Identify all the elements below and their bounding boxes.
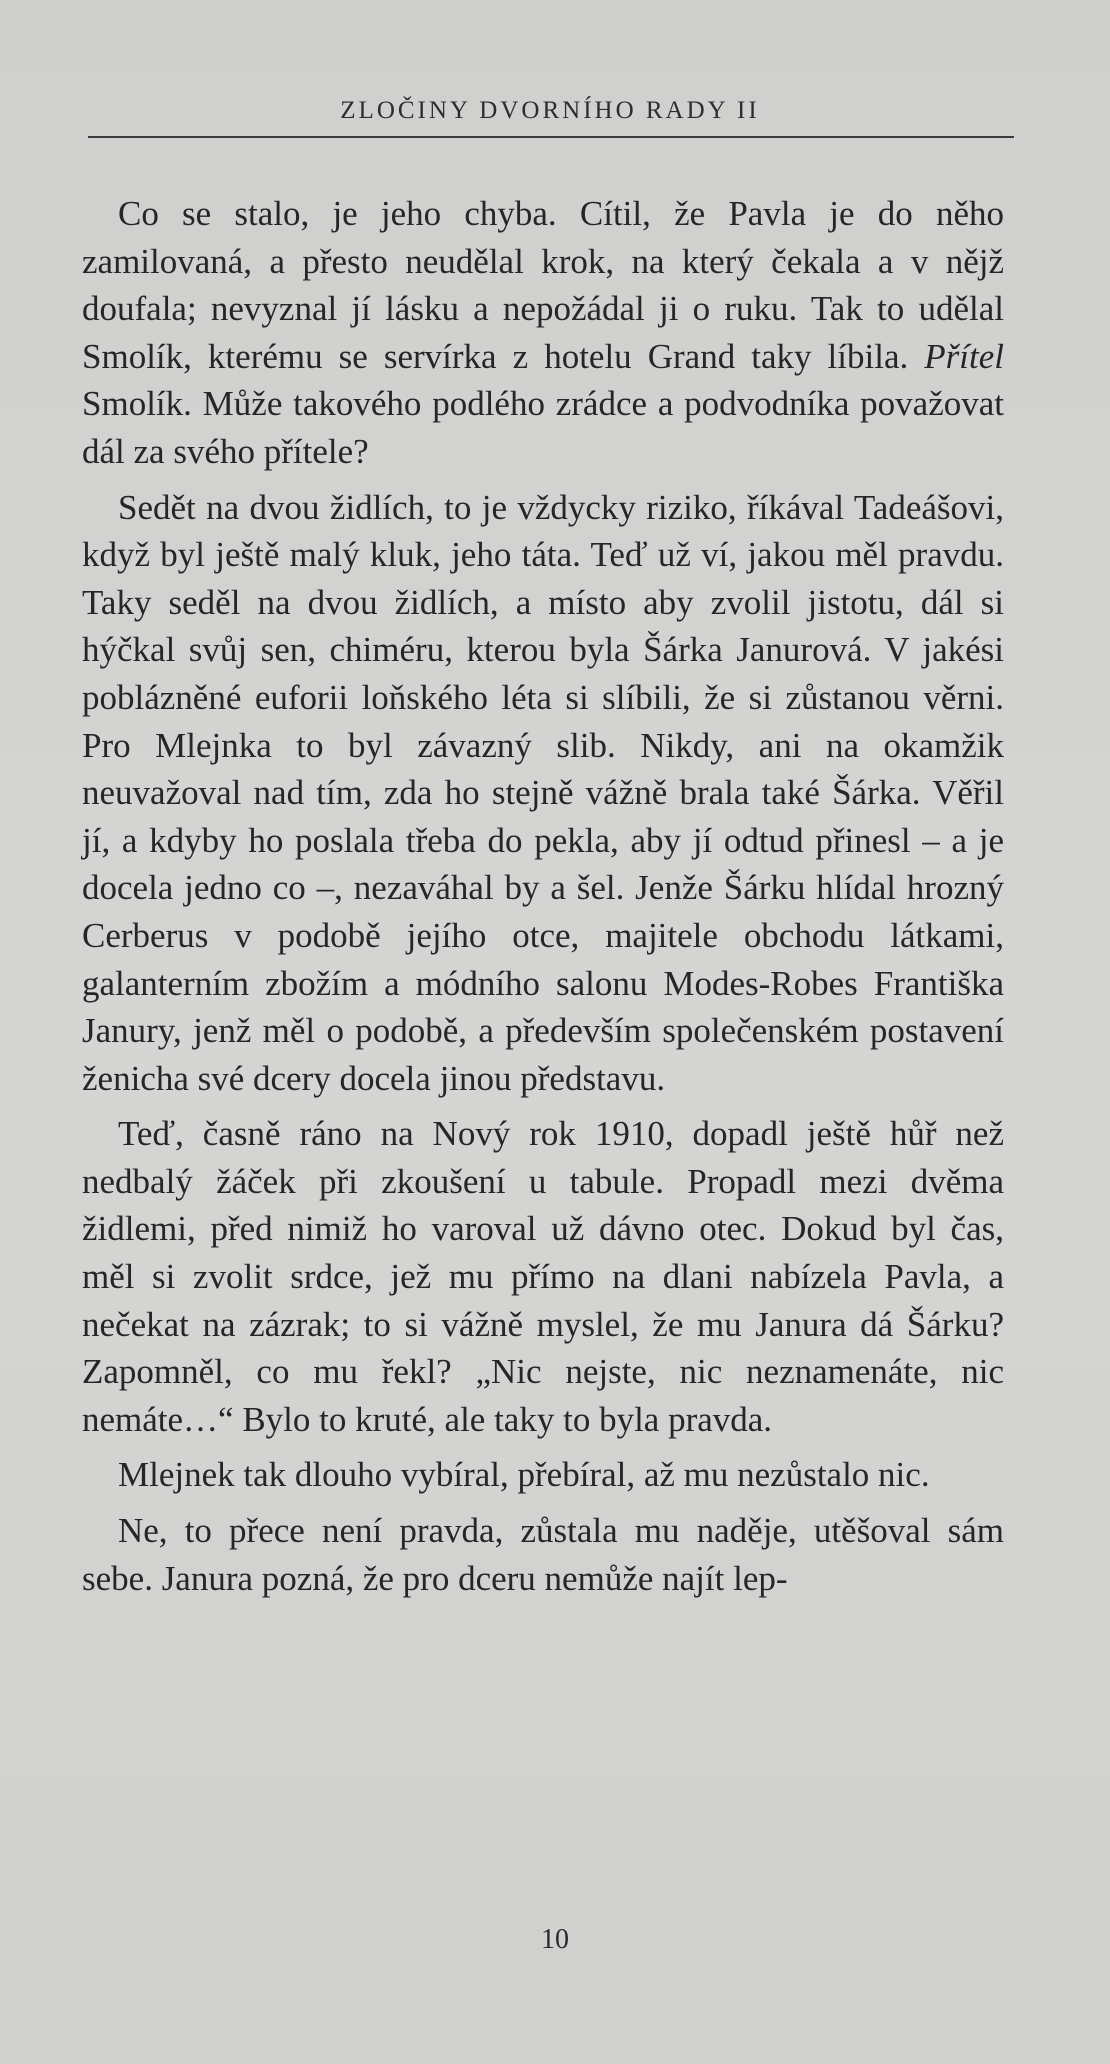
page-number: 10 [541,1924,569,1955]
body-text [82,190,1004,1610]
paragraph-2: Sedět na dvou židlích, to je vždycky riziko, říkával Tadeášovi, když byl ještě malý kluk, jeho táta. Teď už ví, jakou měl pravdu. Taky seděl na dvou židlích, a místo aby zvolil jistotu, dál si hýčkal svůj sen, chiméru, kterou byla Šárka Janurová. V jakési poblázněné euforii loňského léta si slíbili, že si zůstanou věrni. Pro Mlejnka to byl závazný slib. Nikdy, ani na okamžik neuvažoval nad tím, zda ho stejně vážně brala také Šárka. Věřil jí, a kdyby ho poslala třeba do pekla, aby jí odtud přinesl – a je docela jedno co –, nezaváhal by a šel. Jenže Šárku hlídal hrozný Cerberus v podobě jejího otce, majitele obchodu látkami, galanterním zbožím a módního salonu Modes-Robes Františka Janury, jenž měl o podobě, a především společenském postavení ženicha své dcery docela jinou představu. [82,487,1004,1098]
paragraph-1-italic-word: Přítel [924,336,1004,376]
paragraph-5: Ne, to přece není pravda, zůstala mu naděje, utěšoval sám sebe. Janura pozná, že pro dceru nemůže najít lep- [82,1511,1004,1598]
running-head-title: ZLOČINY DVORNÍHO RADY II [340,97,760,124]
paragraph-3: Teď, časně ráno na Nový rok 1910, dopadl ještě hůř než nedbalý žáček při zkoušení u tabule. Propadl mezi dvěma židlemi, před nimiž ho varoval už dávno otec. Dokud byl čas, měl si zvolit srdce, jež mu přímo na dlani nabízela Pavla, a nečekat na zázrak; to si vážně myslel, že mu Janura dá Šárku? Zapomněl, co mu řekl? „Nic nejste, nic neznamenáte, nic nemáte…“ Bylo to kruté, ale taky to byla pravda. [82,1114,1004,1439]
paragraph-1-text-before: Co se stalo, je jeho chyba. Cítil, že Pavla je do něho zamilovaná, a přesto neudělal krok, na který čekala a v nějž doufala; nevyznal jí lásku a nepožádal ji o ruku. Tak to udělal Smolík, kterému se servírka z hotelu Grand taky líbila. [82,194,1004,376]
paragraph-1 [82,190,1004,476]
paragraph-1-text-after: Smolík. Může takového podlého zrádce a podvodníka považovat dál za svého přítele? [82,384,1004,471]
paragraph-4: Mlejnek tak dlouho vybíral, přebíral, až mu nezůstalo nic. [118,1455,930,1495]
header-rule [88,136,1014,138]
